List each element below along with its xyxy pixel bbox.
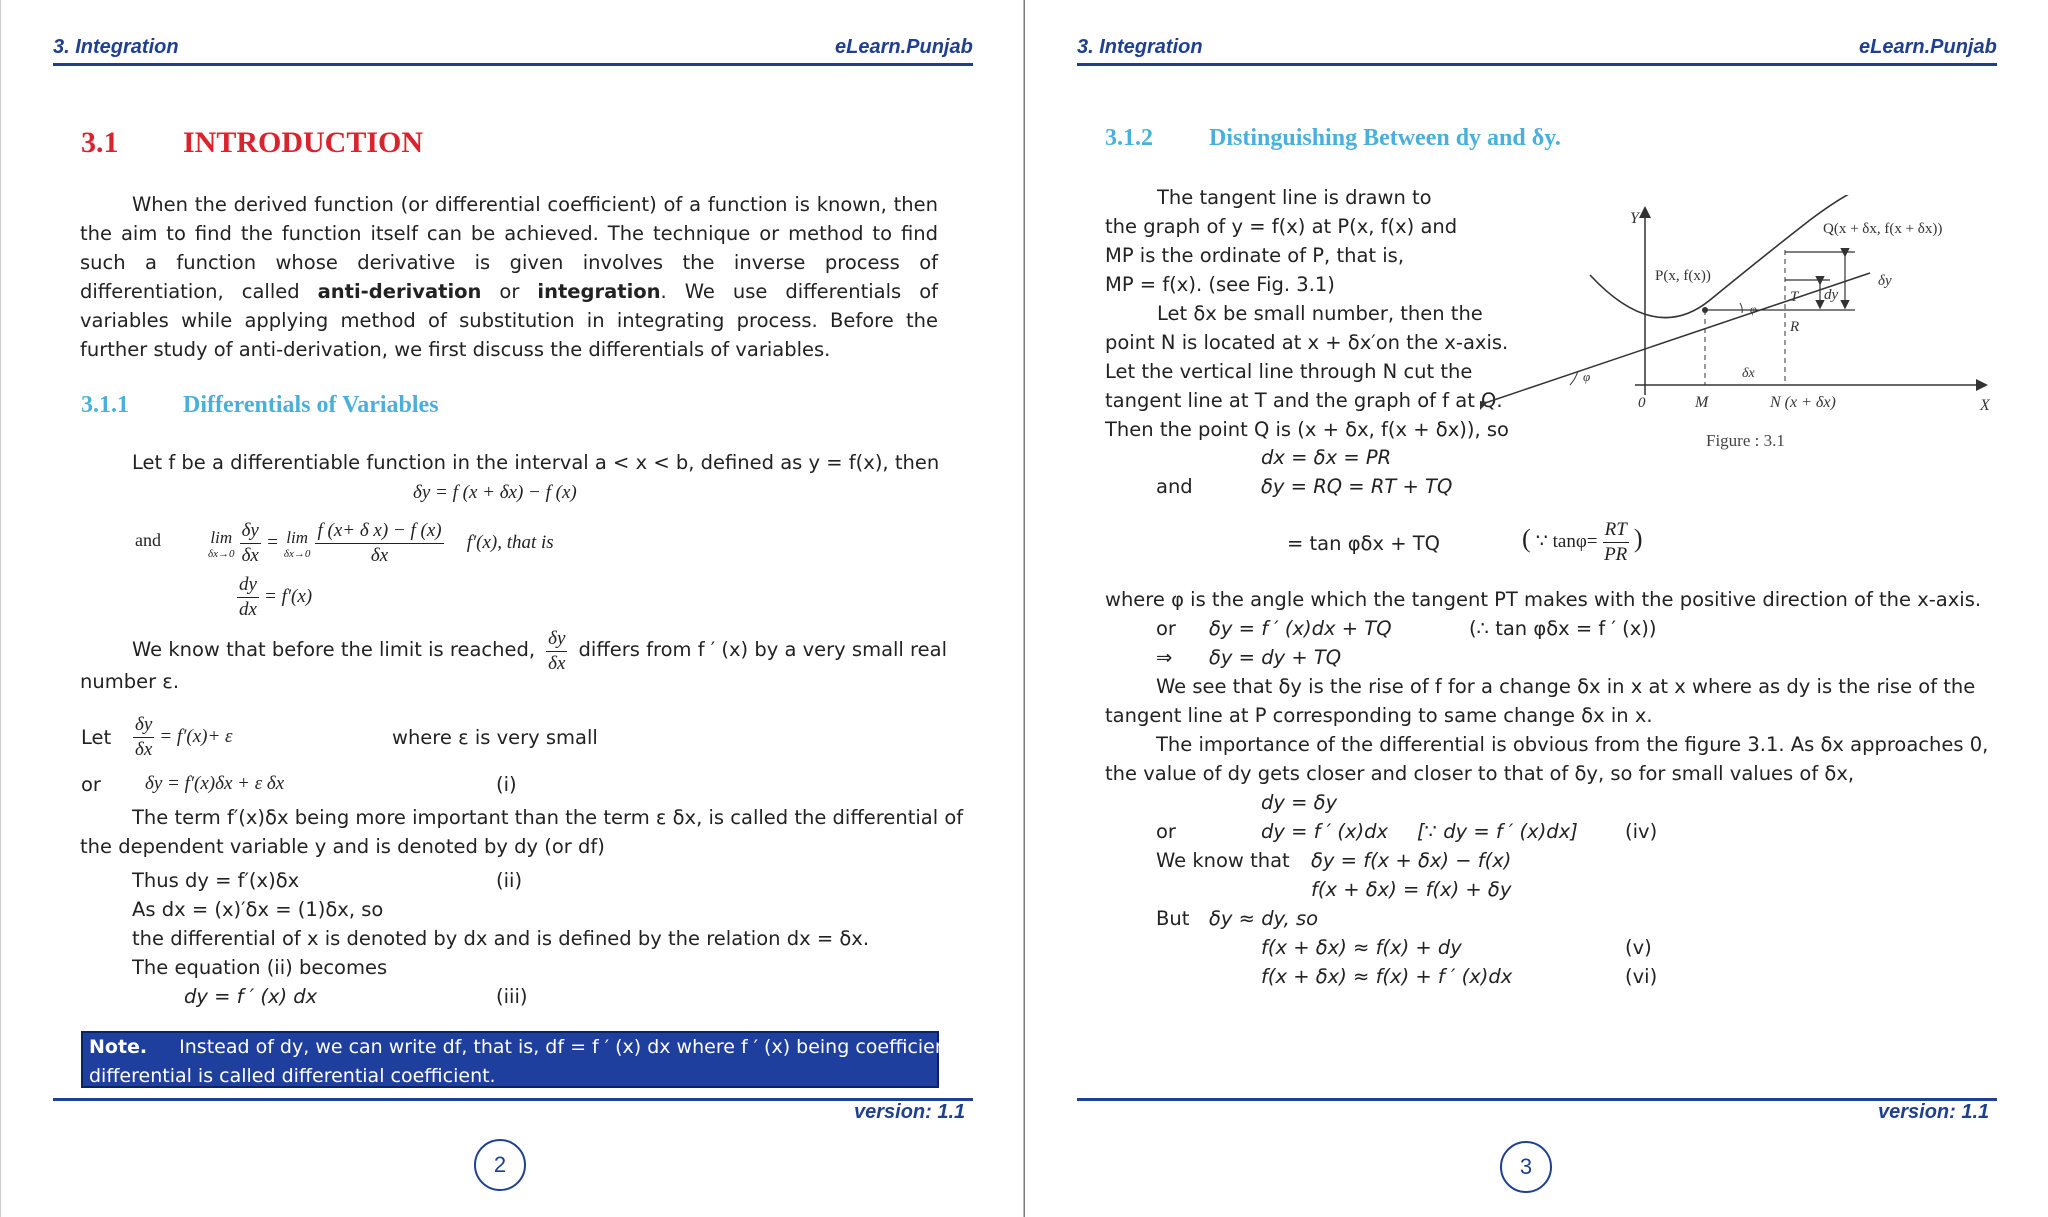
tag-iv: (iv)	[1625, 820, 1658, 843]
know-line: We know that before the limit is reached, $\frac{\delta y}{\delta x}$ differs from f ′ (x) by a very small real	[132, 628, 948, 674]
tag-v: (v)	[1625, 936, 1652, 959]
lim-word: lim	[210, 527, 233, 547]
fig-label-delta-y: δy	[1878, 273, 1892, 289]
eq-dy-tq: δy = dy + TQ	[1209, 646, 1342, 669]
section-title: INTRODUCTION	[183, 126, 424, 159]
fig-label-phi-2: φ	[1583, 369, 1591, 384]
fig-label-phi-1: φ	[1750, 302, 1757, 316]
tangent-paragraph: The tangent line is drawn to the graph of y = f(x) at P(x, f(x) and MP is the ordinate of P, that is, MP = f(x). (see Fig. 3.1) Let δx be small number, then the point N is located at x + δx′on the x-axis. Let the vertical line through N cut the tangent line at T and the graph of f at Q. Then the point Q is (x + δx, f(x + δx)), so	[1105, 186, 1509, 441]
fig-label-x: X	[1980, 397, 1990, 414]
subsection-title: Distinguishing Between dy and δy.	[1209, 125, 1561, 151]
eq-iii: dy = f ′ (x) dx	[184, 985, 318, 1008]
eq-dy-fdx: dy = f ′ (x)dx	[1261, 820, 1389, 843]
eq-dy-f: δy = f ′ (x)dx + TQ	[1209, 617, 1392, 640]
header-rule	[53, 63, 973, 66]
fig-label-q: Q(x + δx, f(x + δx))	[1823, 221, 1943, 237]
footer-rule	[53, 1098, 973, 1101]
note-text-1: Instead of dy, we can write df, that is, df = f ′ (x) dx where f ′ (x) being coefficient of	[179, 1036, 979, 1058]
lim-sub: δx→0	[208, 547, 235, 560]
because-tan: ( ∵ tanφ= $\frac{RT}{PR}$ )	[1522, 519, 1643, 565]
intro-paragraph: When the derived function (or differential coefficient) of a function is known, then the aim to find the function itself can be achieved. The technique or method to find such a function whose derivative is given involves the inverse process of differentiation, called anti-derivation or integration. We use differentials of variables while applying method of substitution in integrating process. Before the further study of anti-derivation, we first discuss the differentials of variables.	[80, 193, 938, 361]
fig-label-r: R	[1790, 319, 1800, 335]
tangent-line	[1485, 273, 1870, 403]
as-line: As dx = (x)′δx = (1)δx, so	[132, 898, 384, 921]
fig-label-y: Y	[1630, 210, 1639, 227]
eq-delta-y: δy = f (x + δx) − f (x)	[413, 482, 577, 503]
diff-x-line: the differential of x is denoted by dx and is defined by the relation dx = δx.	[132, 927, 870, 950]
and-label: and	[135, 530, 161, 550]
where-eps: where ε is very small	[392, 726, 598, 749]
eq-dy-rq: δy = RQ = RT + TQ	[1261, 475, 1453, 498]
dydx-equation: $\frac{dy}{dx}$ = f′(x)	[239, 574, 313, 620]
fig-label-n: N (x + δx)	[1770, 394, 1836, 411]
fig-label-m: M	[1695, 394, 1709, 411]
lim-result: f′(x), that is	[466, 532, 554, 553]
thus-line: Thus dy = f′(x)δx	[132, 869, 300, 892]
fig-label-delta-x: δx	[1742, 366, 1755, 381]
let-label: Let	[81, 726, 112, 749]
page-number: 2	[474, 1139, 526, 1191]
eq-vi: f(x + δx) ≈ f(x) + f ′ (x)dx	[1261, 965, 1513, 988]
footer-version: version: 1.1	[854, 1101, 966, 1123]
tag-ii: (ii)	[496, 869, 523, 892]
term-line1: The term f′(x)δx being more important than the term ε δx, is called the differential of	[132, 806, 964, 829]
eq-v: f(x + δx) ≈ f(x) + dy	[1261, 936, 1462, 959]
subsection-title: Differentials of Variables	[183, 392, 439, 418]
figure-3-1	[1480, 195, 2000, 460]
term-line2: the dependent variable y and is denoted by dy (or df)	[80, 835, 605, 858]
know-label: We know that	[1156, 849, 1290, 872]
note-box	[81, 1031, 979, 1088]
eq-tan: = tan φδx + TQ	[1287, 532, 1441, 555]
point-p	[1702, 307, 1708, 313]
but-label: But	[1156, 907, 1190, 930]
lim-lhs-fraction: $\frac{\delta y}{\delta x}$	[241, 520, 259, 566]
subsection-number: 3.1.2	[1105, 125, 1153, 151]
where-phi: where φ is the angle which the tangent PT makes with the positive direction of the x-axis.	[1105, 588, 1982, 611]
note-text-2: differential is called differential coefficient.	[89, 1065, 496, 1087]
tag-vi: (vi)	[1625, 965, 1658, 988]
fig-label-t: T	[1790, 289, 1799, 305]
section-number: 3.1	[81, 126, 119, 159]
let-equation: $\frac{\delta y}{\delta x}$ = f′(x)+ ε	[135, 714, 233, 760]
let-line: Let f be a differentiable function in the interval a < x < b, defined as y = f(x), then	[132, 451, 940, 474]
fig-label-p: P(x, f(x))	[1655, 268, 1711, 284]
implies: ⇒	[1156, 646, 1173, 669]
footer-rule	[1077, 1098, 1997, 1101]
fig-label-origin: 0	[1638, 395, 1646, 411]
eq-dx: dx = δx = PR	[1261, 446, 1392, 469]
see-line-2: tangent line at P corresponding to same change δx in x.	[1105, 704, 1653, 727]
or-label: or	[81, 773, 101, 796]
eq-i: δy = f′(x)δx + ε δx	[145, 773, 285, 794]
imp-line-1: The importance of the differential is obvious from the figure 3.1. As δx approaches 0,	[1156, 733, 1989, 756]
lim-rhs-fraction: $\frac{\text{f (x+ δ x) − f (x)}}{\delta x}$	[317, 520, 442, 566]
eq-but: δy ≈ dy, so	[1209, 907, 1319, 930]
imp-line-2: the value of dy gets closer and closer to that of δy, so for small values of δx,	[1105, 762, 1855, 785]
header-rule	[1077, 63, 1997, 66]
or-label: or	[1156, 617, 1176, 640]
phi-arc-1	[1740, 303, 1742, 313]
page-number: 3	[1500, 1141, 1552, 1193]
limit-equation: lim δx→0 $\frac{\delta y}{\delta x}$ = lim δx→0 $\frac{\text{f (x+ δ x) − f (x)}}{\delta x}$ f′(x), that is	[208, 520, 554, 566]
eq-ii-becomes: The equation (ii) becomes	[132, 956, 388, 979]
footer-version: version: 1.1	[1878, 1101, 1990, 1123]
header-chapter: 3. Integration	[1077, 36, 1203, 58]
and-label: and	[1156, 475, 1193, 498]
note-label: Note.	[89, 1036, 148, 1058]
figure-caption: Figure : 3.1	[1706, 431, 1785, 450]
header-brand: eLearn.Punjab	[1859, 36, 1997, 58]
right-page	[1025, 0, 2048, 1217]
eq-know-2: f(x + δx) = f(x) + δy	[1311, 878, 1512, 901]
eq-dy-approx: dy = δy	[1261, 791, 1338, 814]
header-chapter: 3. Integration	[53, 36, 179, 58]
know-line2: number ε.	[80, 670, 180, 693]
eq-know-1: δy = f(x + δx) − f(x)	[1311, 849, 1512, 872]
because-2: (∴ tan φδx = f ′ (x))	[1469, 617, 1657, 640]
tag-i: (i)	[496, 773, 517, 796]
subsection-number: 3.1.1	[81, 392, 129, 418]
because-3: [∵ dy = f ′ (x)dx]	[1417, 820, 1578, 843]
see-line-1: We see that δy is the rise of f for a change δx in x at x where as dy is the rise of the	[1156, 675, 1976, 698]
fig-label-dy: dy	[1824, 287, 1839, 303]
tag-iii: (iii)	[496, 985, 528, 1008]
header-brand: eLearn.Punjab	[835, 36, 973, 58]
or-label-2: or	[1156, 820, 1176, 843]
